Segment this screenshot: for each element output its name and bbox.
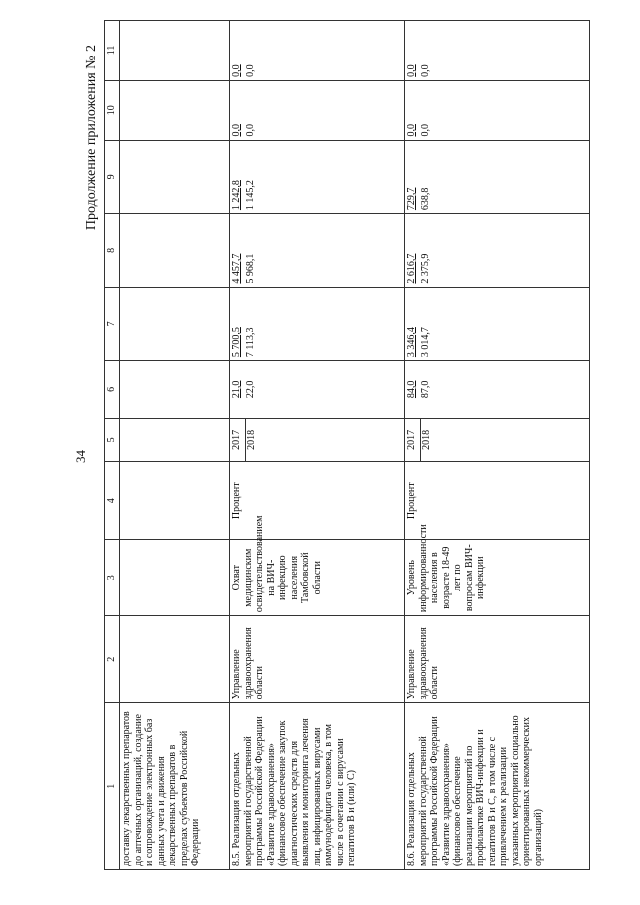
funding-value: 5 968,1 [244,253,256,284]
target-value-cell [405,361,590,418]
funding-value: 2 616,7 [406,253,417,284]
other-funding-cell [405,21,590,81]
measure-description: 8.5. Реализация отдельных мероприятий государственной программы Российской Федерации «Развитие здравоохранения» (финансовое обеспечение закупок диагностических средств для выявления и мониторинга лечения лиц, инфицированных вирусами иммунодефицита человека, в том числе в сочетании с вирусами гепатитов B и (или) C) [230,703,405,870]
indicator-cell [120,540,230,616]
funding-value: 729,7 [406,187,417,211]
regional-funding-cell [405,140,590,214]
year-value: 2018 [245,419,258,462]
indicator-cell: Уровень информированности населения в возрасте 18-49 лет по вопросам ВИЧ-инфекции [405,540,590,616]
funding-value: 3 014,7 [419,327,431,358]
funding-value: 0,0 [231,124,242,137]
executor-cell: Управление здравоохранения области [405,616,590,703]
funding-value: 0,0 [231,64,242,77]
column-header: 4 [105,462,120,540]
funding-value: 4 457,7 [231,253,242,284]
column-header: 7 [105,287,120,361]
year-value: 2018 [420,419,433,462]
measure-description: 8.6. Реализация отдельных мероприятий государственной программы Российской Федерации «Развитие здравоохранения» (финансовое обеспечение реализации мероприятий по профилактике ВИЧ-инфекции и гепатитов B и C, в том числе с привлечением к реализации указанных мероприятий социально ориентированных некоммерческих организаций) [405,703,590,870]
column-number-row [105,21,120,870]
unit-cell: Процент [230,462,405,540]
federal-funding-cell [405,214,590,288]
column-header: 8 [105,214,120,288]
year-cell [405,418,590,462]
funding-value: 0,0 [419,124,431,137]
federal-funding-cell [230,214,405,288]
column-header: 5 [105,418,120,462]
federal-funding-cell [120,214,230,288]
funding-value: 0,0 [406,124,417,137]
funding-value: 5 700,5 [231,327,242,358]
column-header: 3 [105,540,120,616]
executor-cell [120,616,230,703]
funding-value: 1 242,8 [231,180,242,211]
executor-cell: Управление здравоохранения области [230,616,405,703]
indicator-cell: Охват медицинским освидетельствованием на ВИЧ-инфекцию населения Тамбовской области [230,540,405,616]
page-number: 34 [73,450,88,463]
column-header: 6 [105,361,120,418]
measure-description: доставку лекарственных препаратов до аптечных организаций, создание и сопровождение электронных баз данных учета и движения лекарственных препаратов в пределах субъектов Российской Федерации [120,703,230,870]
funding-value: 0,0 [406,64,417,77]
funding-value: 0,0 [244,124,256,137]
year-value: 2017 [231,429,242,450]
target-value: 22,0 [244,380,256,399]
regional-funding-cell [230,140,405,214]
local-funding-cell [120,80,230,140]
unit-cell: Процент [405,462,590,540]
column-header: 10 [105,80,120,140]
local-funding-cell [230,80,405,140]
table-row [405,21,590,870]
column-header: 1 [105,703,120,870]
target-value-cell [120,361,230,418]
column-header: 9 [105,140,120,214]
continuation-label: Продолжение приложения № 2 [84,45,99,231]
year-cell [120,418,230,462]
funding-value: 638,8 [419,187,431,211]
local-funding-cell [405,80,590,140]
funding-value: 0,0 [244,64,256,77]
funding-value: 7 113,3 [244,327,256,358]
year-value: 2017 [406,429,417,450]
financing-table [104,20,590,870]
table-row [120,21,230,870]
funding-value: 1 145,2 [244,180,256,211]
column-header: 11 [105,21,120,81]
funding-value: 3 346,4 [406,327,417,358]
target-value: 87,0 [419,380,431,399]
total-funding-cell [230,287,405,361]
funding-value: 0,0 [419,64,431,77]
regional-funding-cell [120,140,230,214]
target-value: 84,0 [406,380,417,399]
unit-cell [120,462,230,540]
other-funding-cell [120,21,230,81]
total-funding-cell [405,287,590,361]
table-row [230,21,405,870]
year-cell [230,418,405,462]
target-value-cell [230,361,405,418]
funding-value: 2 375,9 [419,253,431,284]
column-header: 2 [105,616,120,703]
other-funding-cell [230,21,405,81]
target-value: 21,0 [231,380,242,399]
total-funding-cell [120,287,230,361]
